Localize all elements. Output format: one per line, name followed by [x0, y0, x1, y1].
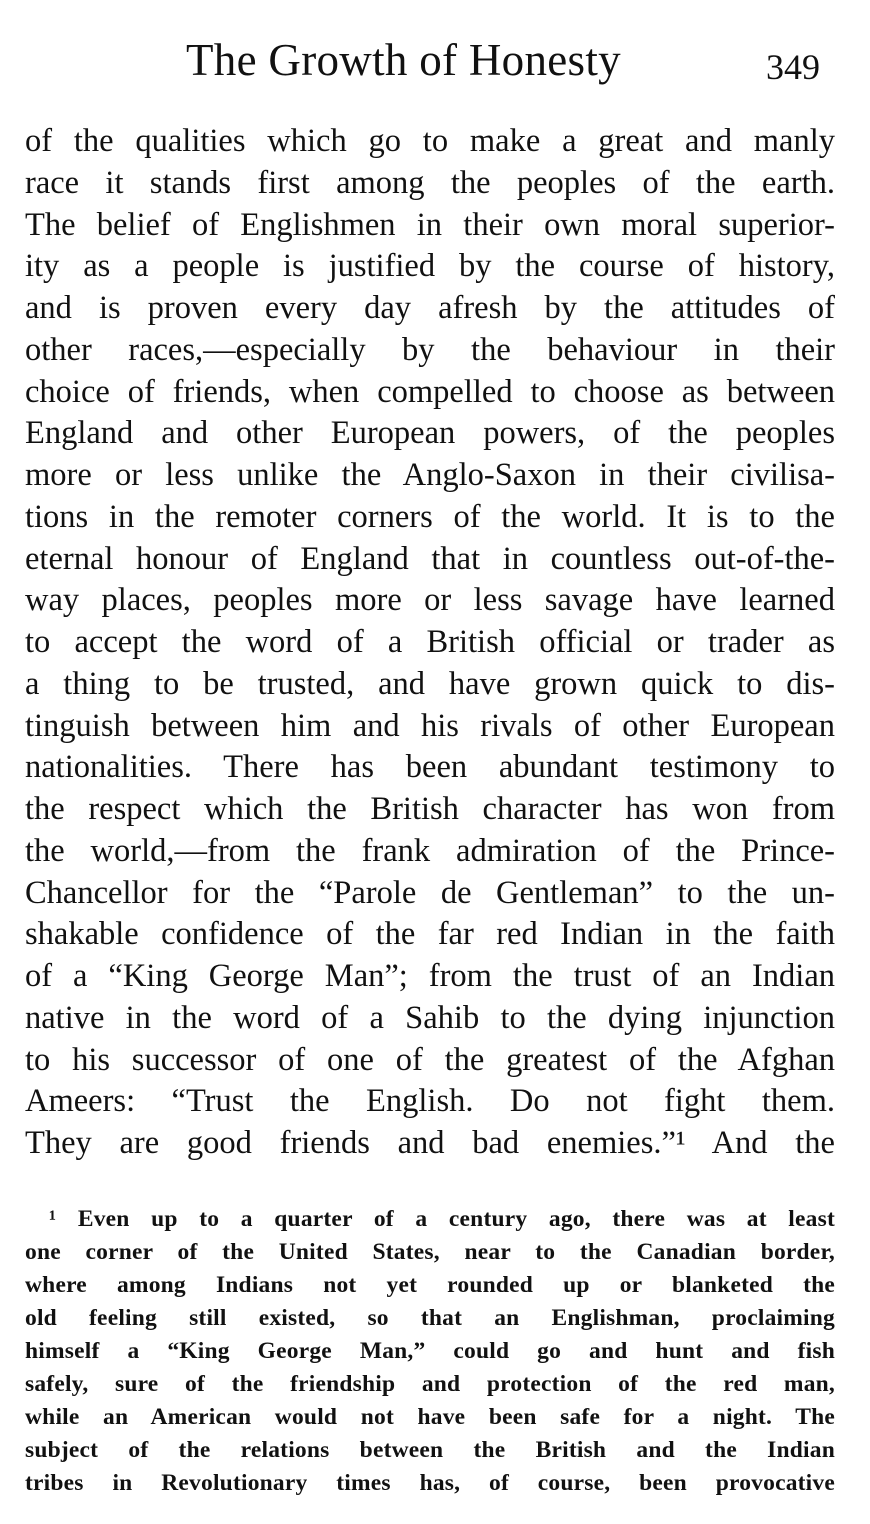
text-line: Ameers: “Trust the English. Do not fight them. [25, 1083, 835, 1120]
text-line: the respect which the British character has won from [25, 791, 835, 827]
running-title: The Growth of Honesty [186, 35, 621, 85]
text-line: to his successor of one of the greatest of the Afghan [25, 1041, 835, 1078]
text-line: the world,—from the frank admiration of the Prince- [25, 832, 835, 869]
text-line: more or less unlike the Anglo-Saxon in their civilisa- [25, 457, 835, 493]
text-line: They are good friends and bad enemies.”¹ And the [25, 1125, 835, 1161]
footnote-line: himself a “King George Man,” could go and hunt and fish [25, 1338, 835, 1364]
footnote-line: one corner of the United States, near to the Canadian border, [25, 1239, 835, 1265]
text-line: shakable confidence of the far red Indian in the faith [25, 916, 835, 953]
text-line: a thing to be trusted, and have grown quick to dis- [25, 665, 835, 702]
footnote-line: safely, sure of the friendship and protection of the red man, [25, 1371, 835, 1397]
text-line: The belief of Englishmen in their own moral superior- [25, 206, 835, 243]
running-head [0, 30, 870, 100]
text-line: of the qualities which go to make a great and manly [25, 123, 835, 159]
footnote-line: old feeling still existed, so that an Englishman, proclaiming [25, 1305, 835, 1331]
main-text [25, 121, 835, 1165]
footnote-line: tribes in Revolutionary times has, of course, been provocative [25, 1470, 835, 1496]
footnote-line: subject of the relations between the British and the Indian [25, 1437, 835, 1463]
footnote [25, 1203, 835, 1500]
text-line: ity as a people is justified by the course of history, [25, 248, 835, 285]
footnote-line: while an American would not have been safe for a night. The [25, 1404, 835, 1430]
text-line: native in the word of a Sahib to the dying injunction [25, 999, 835, 1036]
text-line: of a “King George Man”; from the trust of an Indian [25, 958, 835, 994]
text-line: eternal honour of England that in countless out-of-the- [25, 540, 835, 577]
text-line: choice of friends, when compelled to choose as between [25, 373, 835, 410]
text-line: nationalities. There has been abundant testimony to [25, 749, 835, 786]
text-line: Chancellor for the “Parole de Gentleman” to the un- [25, 874, 835, 911]
text-line: England and other European powers, of the peoples [25, 415, 835, 452]
footnote-line: ¹ Even up to a quarter of a century ago, there was at least [49, 1206, 835, 1232]
text-line: to accept the word of a British official or trader as [25, 624, 835, 660]
text-line: way places, peoples more or less savage have learned [25, 582, 835, 619]
text-line: and is proven every day afresh by the attitudes of [25, 290, 835, 326]
text-line: tinguish between him and his rivals of other European [25, 707, 835, 744]
footnote-line: where among Indians not yet rounded up or blanketed the [25, 1272, 835, 1298]
text-line: other races,—especially by the behaviour in their [25, 331, 835, 368]
text-line: tions in the remoter corners of the world. It is to the [25, 498, 835, 535]
page-number: 349 [766, 47, 820, 87]
text-line: race it stands first among the peoples of the earth. [25, 164, 835, 201]
